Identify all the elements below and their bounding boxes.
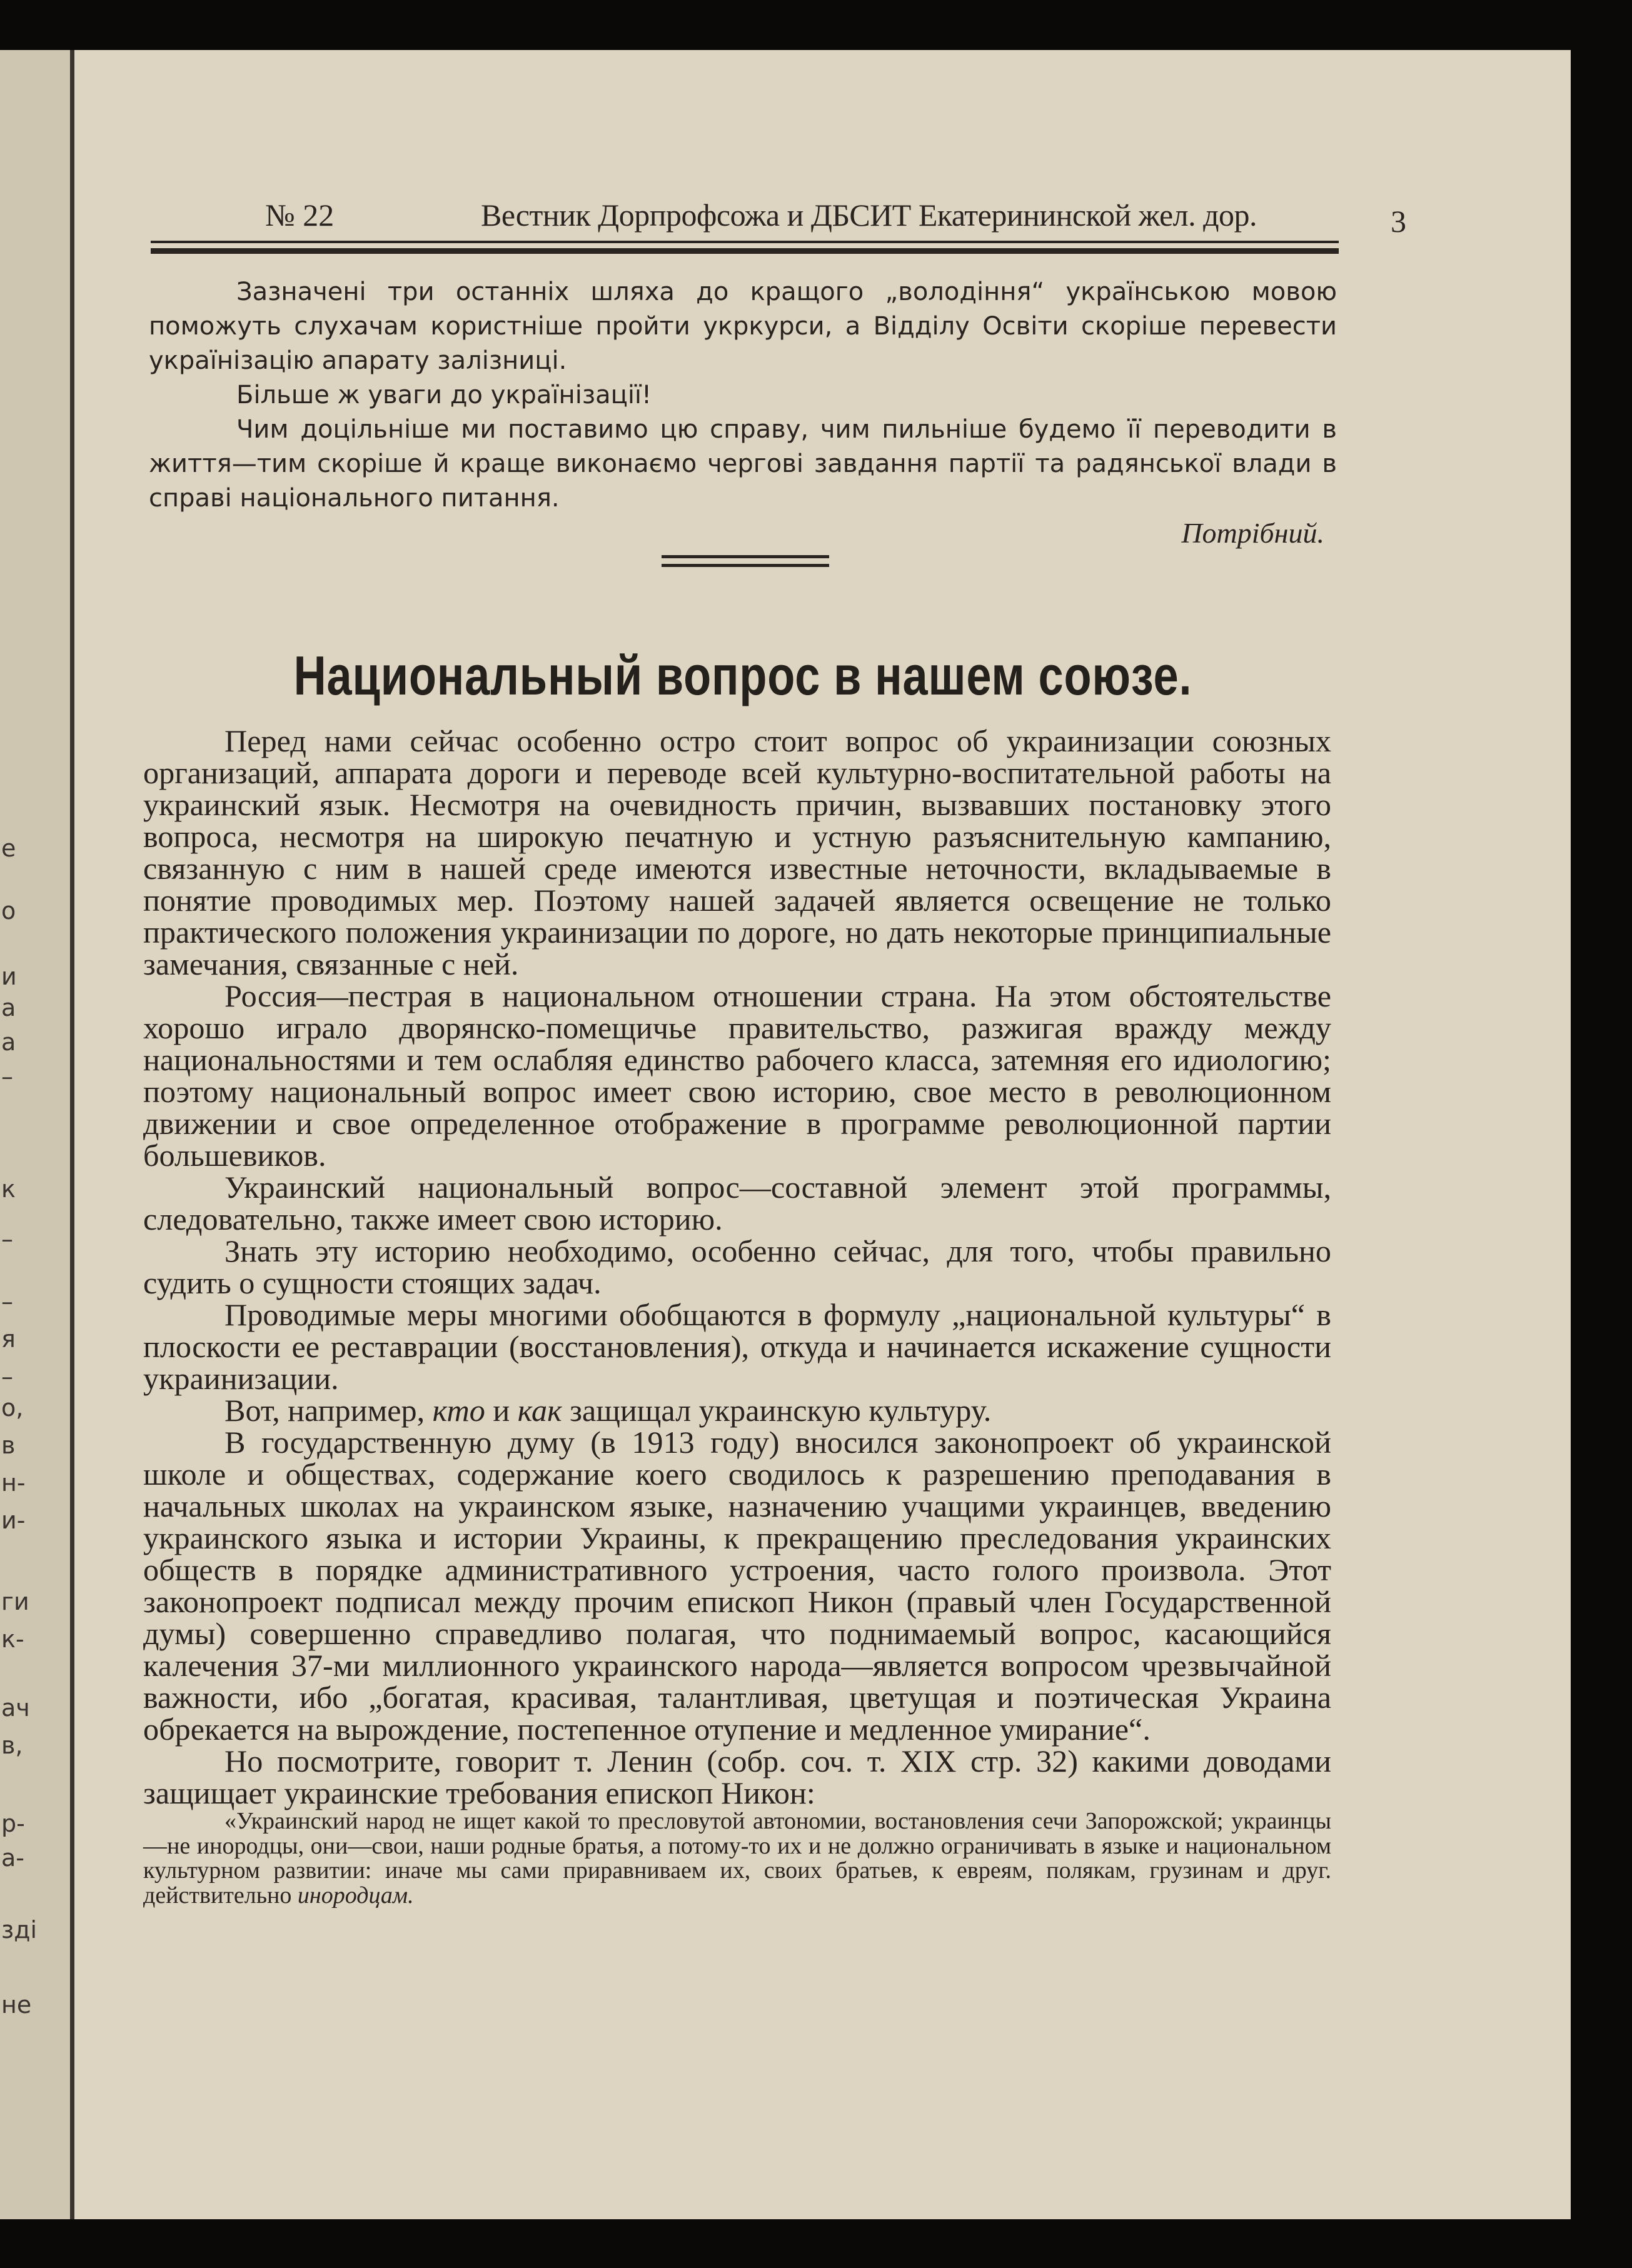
header-rule-thick <box>151 248 1339 254</box>
article-body <box>143 725 1331 1908</box>
edge-fragment: ги <box>1 1588 29 1615</box>
paragraph: Зазначені три останніх шляха до кращого „володіння“ українською мовою поможуть слухачам користніше пройти укркурси, а Відділу Освіти скоріше перевести українізацію апарату залізниці. <box>149 278 1337 375</box>
paragraph: Перед нами сейчас особенно остро стоит вопрос об украинизации союзных организаций, аппарата дороги и переводе всей культурно-воспитательной работы на украинский язык. Несмотря на очевидность причин, вызвавших постановку этого вопроса, несмотря на широкую печатную и устную разъяснительную кампанию, связанную с ним в нашей среде имеются известные неточности, вкладываемые в понятие проводимых мер. Поэтому нашей задачей является освещение не только практического положения украинизации по дороге, но дать некоторые принципиальные замечания, связанные с ней. <box>143 723 1331 981</box>
emphasis: как <box>517 1393 562 1428</box>
previous-page-edge <box>0 50 74 2219</box>
emphasis: инородцам. <box>297 1882 414 1909</box>
edge-fragment: и- <box>1 1507 26 1534</box>
edge-fragment: не <box>1 1991 32 2019</box>
quote-text: «Украинский народ не ищет какой то пресловутой автономии, востановления сечи Запорожской; украинцы—не инородцы, они—свои, наши родные братья, а потому-то их и не должно ограничивать в языке и национальном культурном развитии: иначе мы сами приравниваем их, своих братьев, к евреям, полякам, грузинам и друг. действительно <box>143 1808 1331 1909</box>
edge-fragment: н- <box>1 1469 26 1497</box>
edge-fragment: и <box>1 963 17 990</box>
separator-line <box>662 564 829 567</box>
text-run: Вот, например, <box>224 1393 425 1428</box>
edge-fragment: в, <box>1 1732 23 1759</box>
paragraph: Проводимые меры многими обобщаются в формулу „национальной культуры“ в плоскости ее реставрации (восстановления), откуда и начинается искажение сущности украинизации. <box>143 1297 1331 1396</box>
header-rule <box>151 241 1339 243</box>
paragraph: Чим доцільніше ми поставимо цю справу, чим пильніше будемо її переводити в життя—тим скоріше й краще виконаємо чергові завдання партії та радянської влади в справі національного питання. <box>149 415 1337 513</box>
scanned-spread <box>0 50 1571 2219</box>
edge-fragment: зді <box>1 1916 38 1944</box>
page-number: 3 <box>1391 204 1406 239</box>
publication-title: Вестник Дорпрофсожа и ДБСИТ Екатерининской жел. дор. <box>481 198 1257 233</box>
ukrainian-article-ending <box>149 275 1337 550</box>
edge-fragment: ач <box>1 1694 30 1722</box>
paragraph: Но посмотрите, говорит т. Ленин (собр. соч. т. XIX стр. 32) какими доводами защищает украинские требования епископ Никон: <box>143 1744 1331 1810</box>
issue-number: № 22 <box>265 198 335 233</box>
edge-fragment: – <box>1 1225 13 1253</box>
newspaper-page <box>74 50 1571 2219</box>
block-quote <box>143 1809 1331 1908</box>
edge-fragment: – <box>1 1363 13 1390</box>
edge-fragment: я <box>1 1325 16 1353</box>
emphasis: кто <box>432 1393 485 1428</box>
text-run: и <box>493 1393 510 1428</box>
edge-fragment: в <box>1 1432 16 1459</box>
edge-fragment: о, <box>1 1394 24 1422</box>
edge-fragment: к- <box>1 1625 24 1653</box>
paragraph <box>143 1395 1331 1427</box>
text-run: защищал украинскую культуру. <box>570 1393 992 1428</box>
separator-line <box>662 555 829 558</box>
edge-fragment: к <box>1 1175 16 1203</box>
author-signature: Потрібний. <box>1181 517 1324 549</box>
paragraph: Украинский национальный вопрос—составной элемент этой программы, следовательно, также имеет свою историю. <box>143 1170 1331 1237</box>
page-header <box>187 191 1413 241</box>
edge-fragment: а- <box>1 1844 24 1872</box>
edge-fragment: р- <box>1 1810 25 1837</box>
article-title: Национальный вопрос в нашем союзе. <box>293 645 1192 706</box>
edge-fragment: о <box>1 897 16 925</box>
paragraph: В государственную думу (в 1913 году) вносился законопроект об украинской школе и обществах, содержание коего сводилось к разрешению преподавания в начальных школах на украинском языке, назначению учащими украинцев, введению украинского языка и истории Украины, к прекращению преследования украинских обществ в порядке административного устроения, часто голого произвола. Этот законопроект подписал между прочим епископ Никон (правый член Государственной думы) совершенно справедливо полагая, что поднимаемый вопрос, касающийся калечения 37-ми миллионного украинского народа—является вопросом чрезвычайной важности, ибо „богатая, красивая, талантливая, цветущая и поэтическая Украина обрекается на вырождение, постепенное отупение и медленное умирание“. <box>143 1425 1331 1747</box>
paragraph: Россия—пестрая в национальном отношении страна. На этом обстоятельстве хорошо играло дворянско-помещичье правительство, разжигая вражду между национальностями и тем ослабляя единство рабочего класса, затемняя его идиологию; поэтому национальный вопрос имеет свою историю, свое место в революционном движении и свое определенное отображение в программе революционной партии большевиков. <box>143 978 1331 1173</box>
edge-fragment: – <box>1 1288 13 1315</box>
edge-fragment: – <box>1 1063 13 1090</box>
paragraph: Знать эту историю необходимо, особенно сейчас, для того, чтобы правильно судить о сущности стоящих задач. <box>143 1233 1331 1300</box>
paragraph: Більше ж уваги до українізації! <box>236 381 652 409</box>
edge-fragment: а <box>1 994 16 1021</box>
edge-fragment: а <box>1 1028 16 1056</box>
edge-fragment: е <box>1 835 16 862</box>
